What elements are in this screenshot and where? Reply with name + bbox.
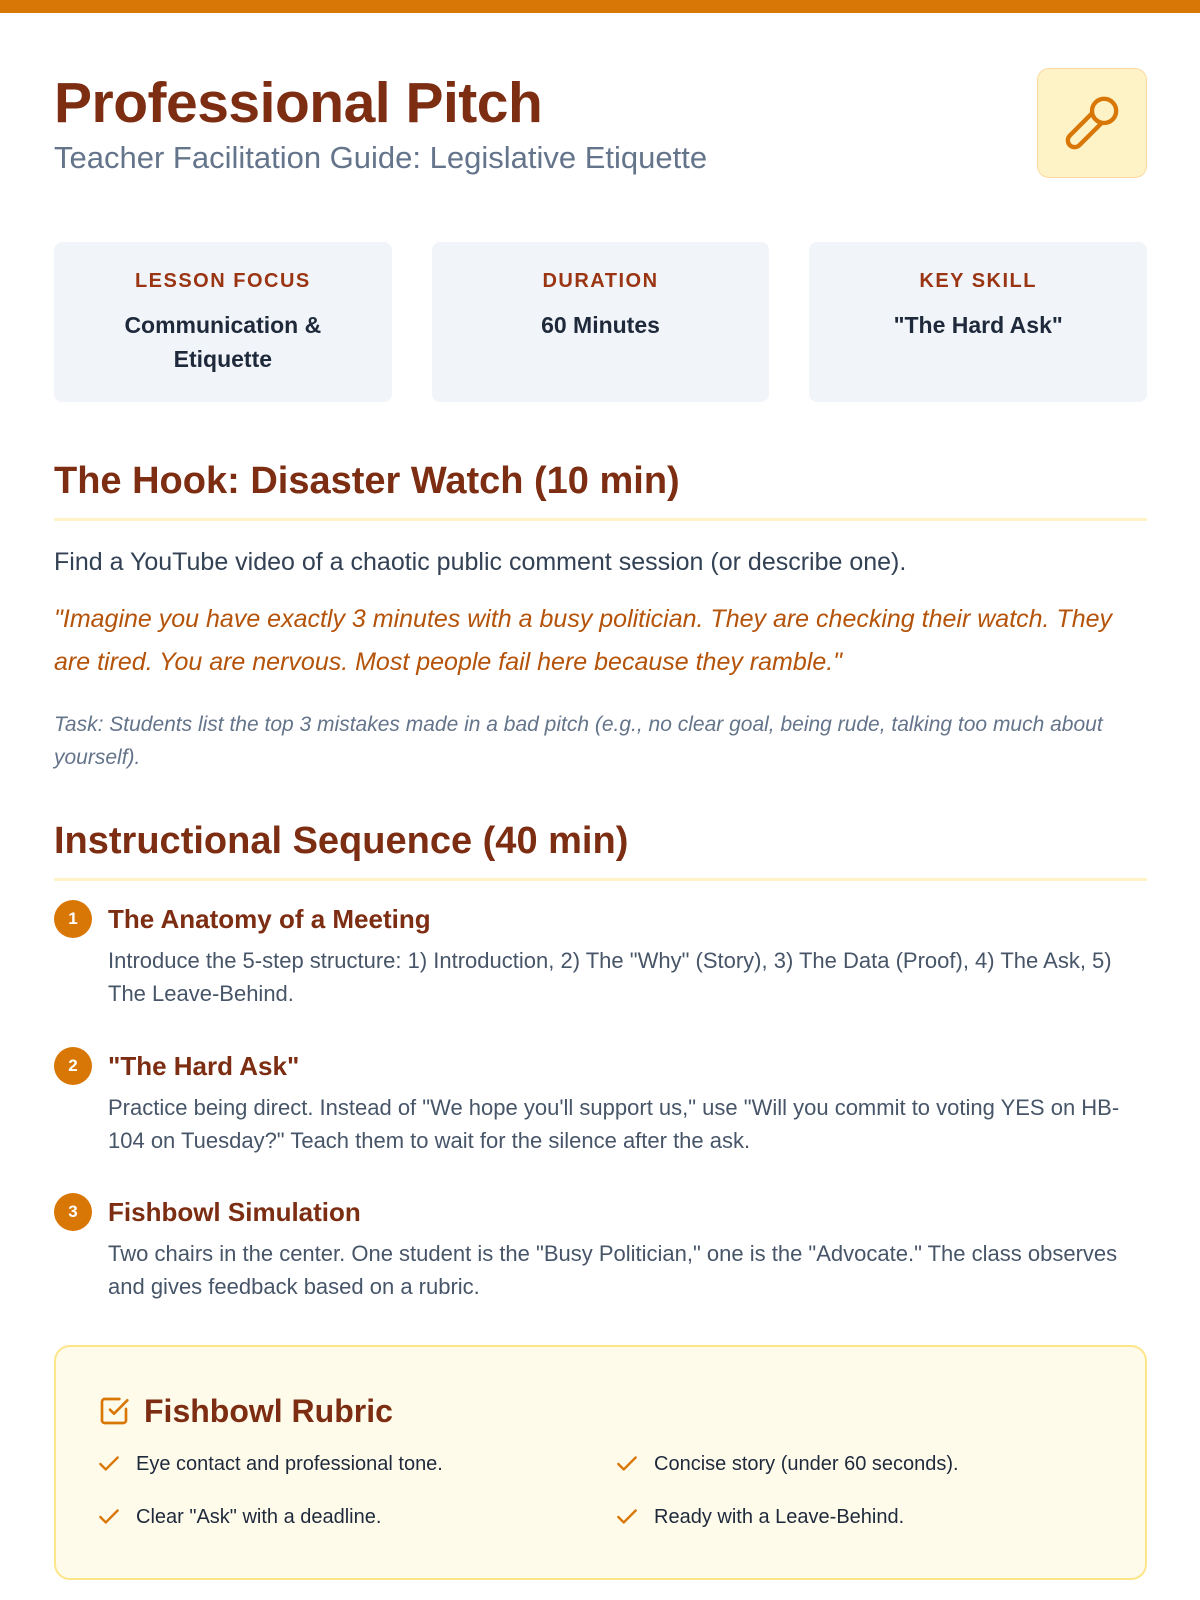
rubric-item xyxy=(96,1502,381,1532)
step-number-badge: 2 xyxy=(54,1047,92,1085)
card-value: Communication & Etiquette xyxy=(124,312,322,372)
rubric-item xyxy=(96,1449,443,1479)
card-value: 60 Minutes xyxy=(541,312,660,338)
card-key-skill xyxy=(809,242,1147,402)
card-lesson-focus xyxy=(54,242,392,402)
step-description: Introduce the 5-step structure: 1) Introduction, 2) The "Why" (Story), 3) The Data (Proof), 4) The Ask, 5) The Leave-Behind. xyxy=(108,948,1112,1006)
card-label: LESSON FOCUS xyxy=(134,270,311,292)
rubric-item-text: Ready with a Leave-Behind. xyxy=(654,1506,905,1528)
card-duration xyxy=(432,242,770,402)
rubric-header xyxy=(98,1389,393,1433)
card-value: "The Hard Ask" xyxy=(893,312,1063,338)
microphone-icon-badge xyxy=(1037,68,1147,178)
step-number-badge: 1 xyxy=(54,900,92,938)
step-description: Two chairs in the center. One student is the "Busy Politician," one is the "Advocate." The class observes and gives feedback based on a rubric. xyxy=(108,1241,1118,1299)
check-icon xyxy=(96,1451,122,1477)
hook-task: Task: Students list the top 3 mistakes made in a bad pitch (e.g., no clear goal, being rude, talking too much about yourself). xyxy=(54,713,1103,769)
check-icon xyxy=(96,1504,122,1530)
rubric-item-text: Clear "Ask" with a deadline. xyxy=(136,1506,382,1528)
hook-section-title: The Hook: Disaster Watch (10 min) xyxy=(54,458,1147,521)
page-title: Professional Pitch xyxy=(54,71,543,135)
rubric-item xyxy=(614,1502,904,1532)
summary-cards xyxy=(54,242,1147,402)
check-icon xyxy=(614,1504,640,1530)
hook-quote: "Imagine you have exactly 3 minutes with a busy politician. They are checking their watch. They are tired. You are nervous. Most people fail here because they ramble." xyxy=(54,605,1113,676)
step-title: "The Hard Ask" xyxy=(108,1051,300,1081)
hook-intro: Find a YouTube video of a chaotic public comment session (or describe one). xyxy=(54,548,907,576)
step-number-badge: 3 xyxy=(54,1193,92,1231)
step-title: The Anatomy of a Meeting xyxy=(108,904,431,934)
card-label: DURATION xyxy=(542,270,659,292)
rubric-item-text: Concise story (under 60 seconds). xyxy=(654,1453,959,1475)
page-subtitle: Teacher Facilitation Guide: Legislative Etiquette xyxy=(54,140,708,175)
microphone-icon xyxy=(1063,94,1121,152)
checkbox-icon xyxy=(98,1395,130,1427)
top-accent-bar xyxy=(0,0,1200,13)
check-icon xyxy=(614,1451,640,1477)
card-label: KEY SKILL xyxy=(919,270,1037,292)
rubric-item-text: Eye contact and professional tone. xyxy=(136,1453,443,1475)
rubric-item xyxy=(614,1449,959,1479)
sequence-section-title: Instructional Sequence (40 min) xyxy=(54,818,1147,881)
rubric-title: Fishbowl Rubric xyxy=(144,1393,393,1429)
fishbowl-rubric-panel xyxy=(54,1345,1147,1580)
step-description: Practice being direct. Instead of "We hope you'll support us," use "Will you commit to voting YES on HB-104 on Tuesday?" Teach them to wait for the silence after the ask. xyxy=(108,1095,1120,1153)
page-header xyxy=(54,70,1147,190)
step-title: Fishbowl Simulation xyxy=(108,1197,361,1227)
